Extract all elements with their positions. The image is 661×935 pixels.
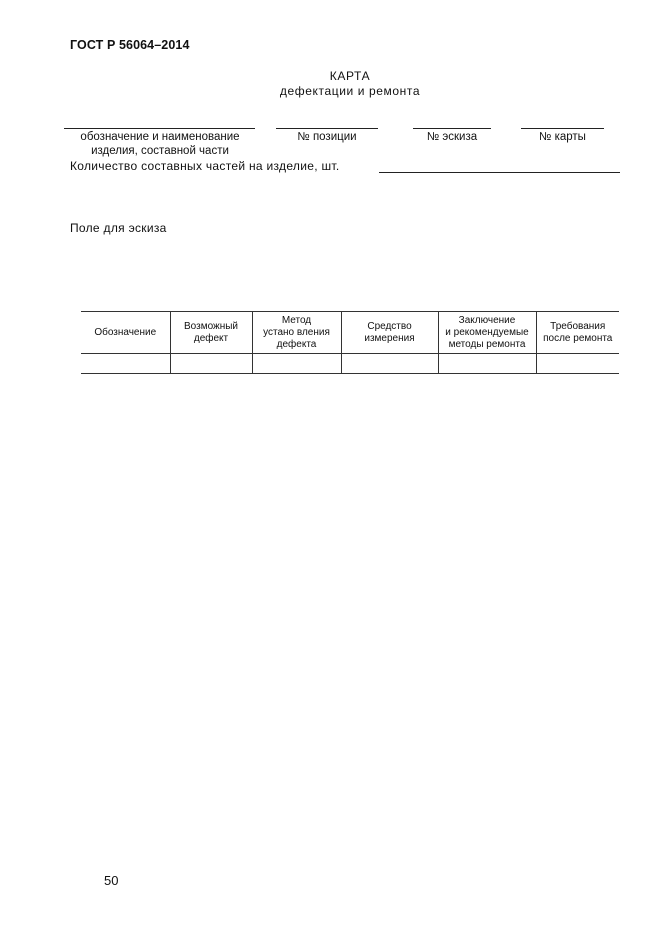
header-line: устано вления [263, 326, 330, 338]
header-line: измерения [364, 332, 415, 344]
table-cell [252, 354, 341, 374]
sketch-area-label: Поле для эскиза [70, 221, 167, 235]
header-line: после ремонта [543, 332, 613, 344]
header-line: Требования [550, 320, 606, 332]
header-line: методы ремонта [448, 338, 526, 350]
table-cell [170, 354, 252, 374]
sketch-no-line [413, 128, 491, 129]
sketch-no-caption: № эскиза [426, 131, 478, 143]
column-header-requirements [536, 312, 619, 354]
table-cell [81, 354, 170, 374]
header-line: и рекомендуемые [445, 326, 529, 338]
designation-line [64, 128, 255, 129]
table-cell [438, 354, 536, 374]
quantity-line [379, 172, 620, 173]
card-no-caption: № карты [539, 131, 586, 143]
column-header-designation [81, 312, 170, 354]
header-line: дефект [193, 332, 229, 344]
table-cell [341, 354, 438, 374]
position-line [276, 128, 378, 129]
column-header-conclusion [438, 312, 536, 354]
defect-table [81, 311, 619, 374]
quantity-label: Количество составных частей на изделие, шт. [70, 159, 340, 173]
header-line: Заключение [458, 314, 516, 326]
designation-caption-line2: изделия, составной части [91, 145, 229, 157]
column-header-detection-method [252, 312, 341, 354]
document-title: КАРТА [329, 69, 371, 83]
header-line: Возможный [183, 320, 238, 332]
header-line: Средство [367, 320, 412, 332]
table-row [81, 354, 619, 374]
header-line: дефекта [276, 338, 317, 350]
column-header-possible-defect [170, 312, 252, 354]
table-cell [536, 354, 619, 374]
document-subtitle: дефектации и ремонта [279, 84, 421, 98]
designation-caption-line1: обозначение и наименование [80, 131, 240, 143]
column-header-measuring-tool [341, 312, 438, 354]
header-line: Обозначение [94, 326, 157, 338]
page-number: 50 [104, 873, 119, 888]
header-line: Метод [281, 314, 312, 326]
position-caption: № позиции [297, 131, 357, 143]
standard-header: ГОСТ Р 56064–2014 [70, 38, 190, 52]
designation-caption [60, 130, 260, 158]
card-no-line [521, 128, 604, 129]
table-header-row [81, 312, 619, 354]
